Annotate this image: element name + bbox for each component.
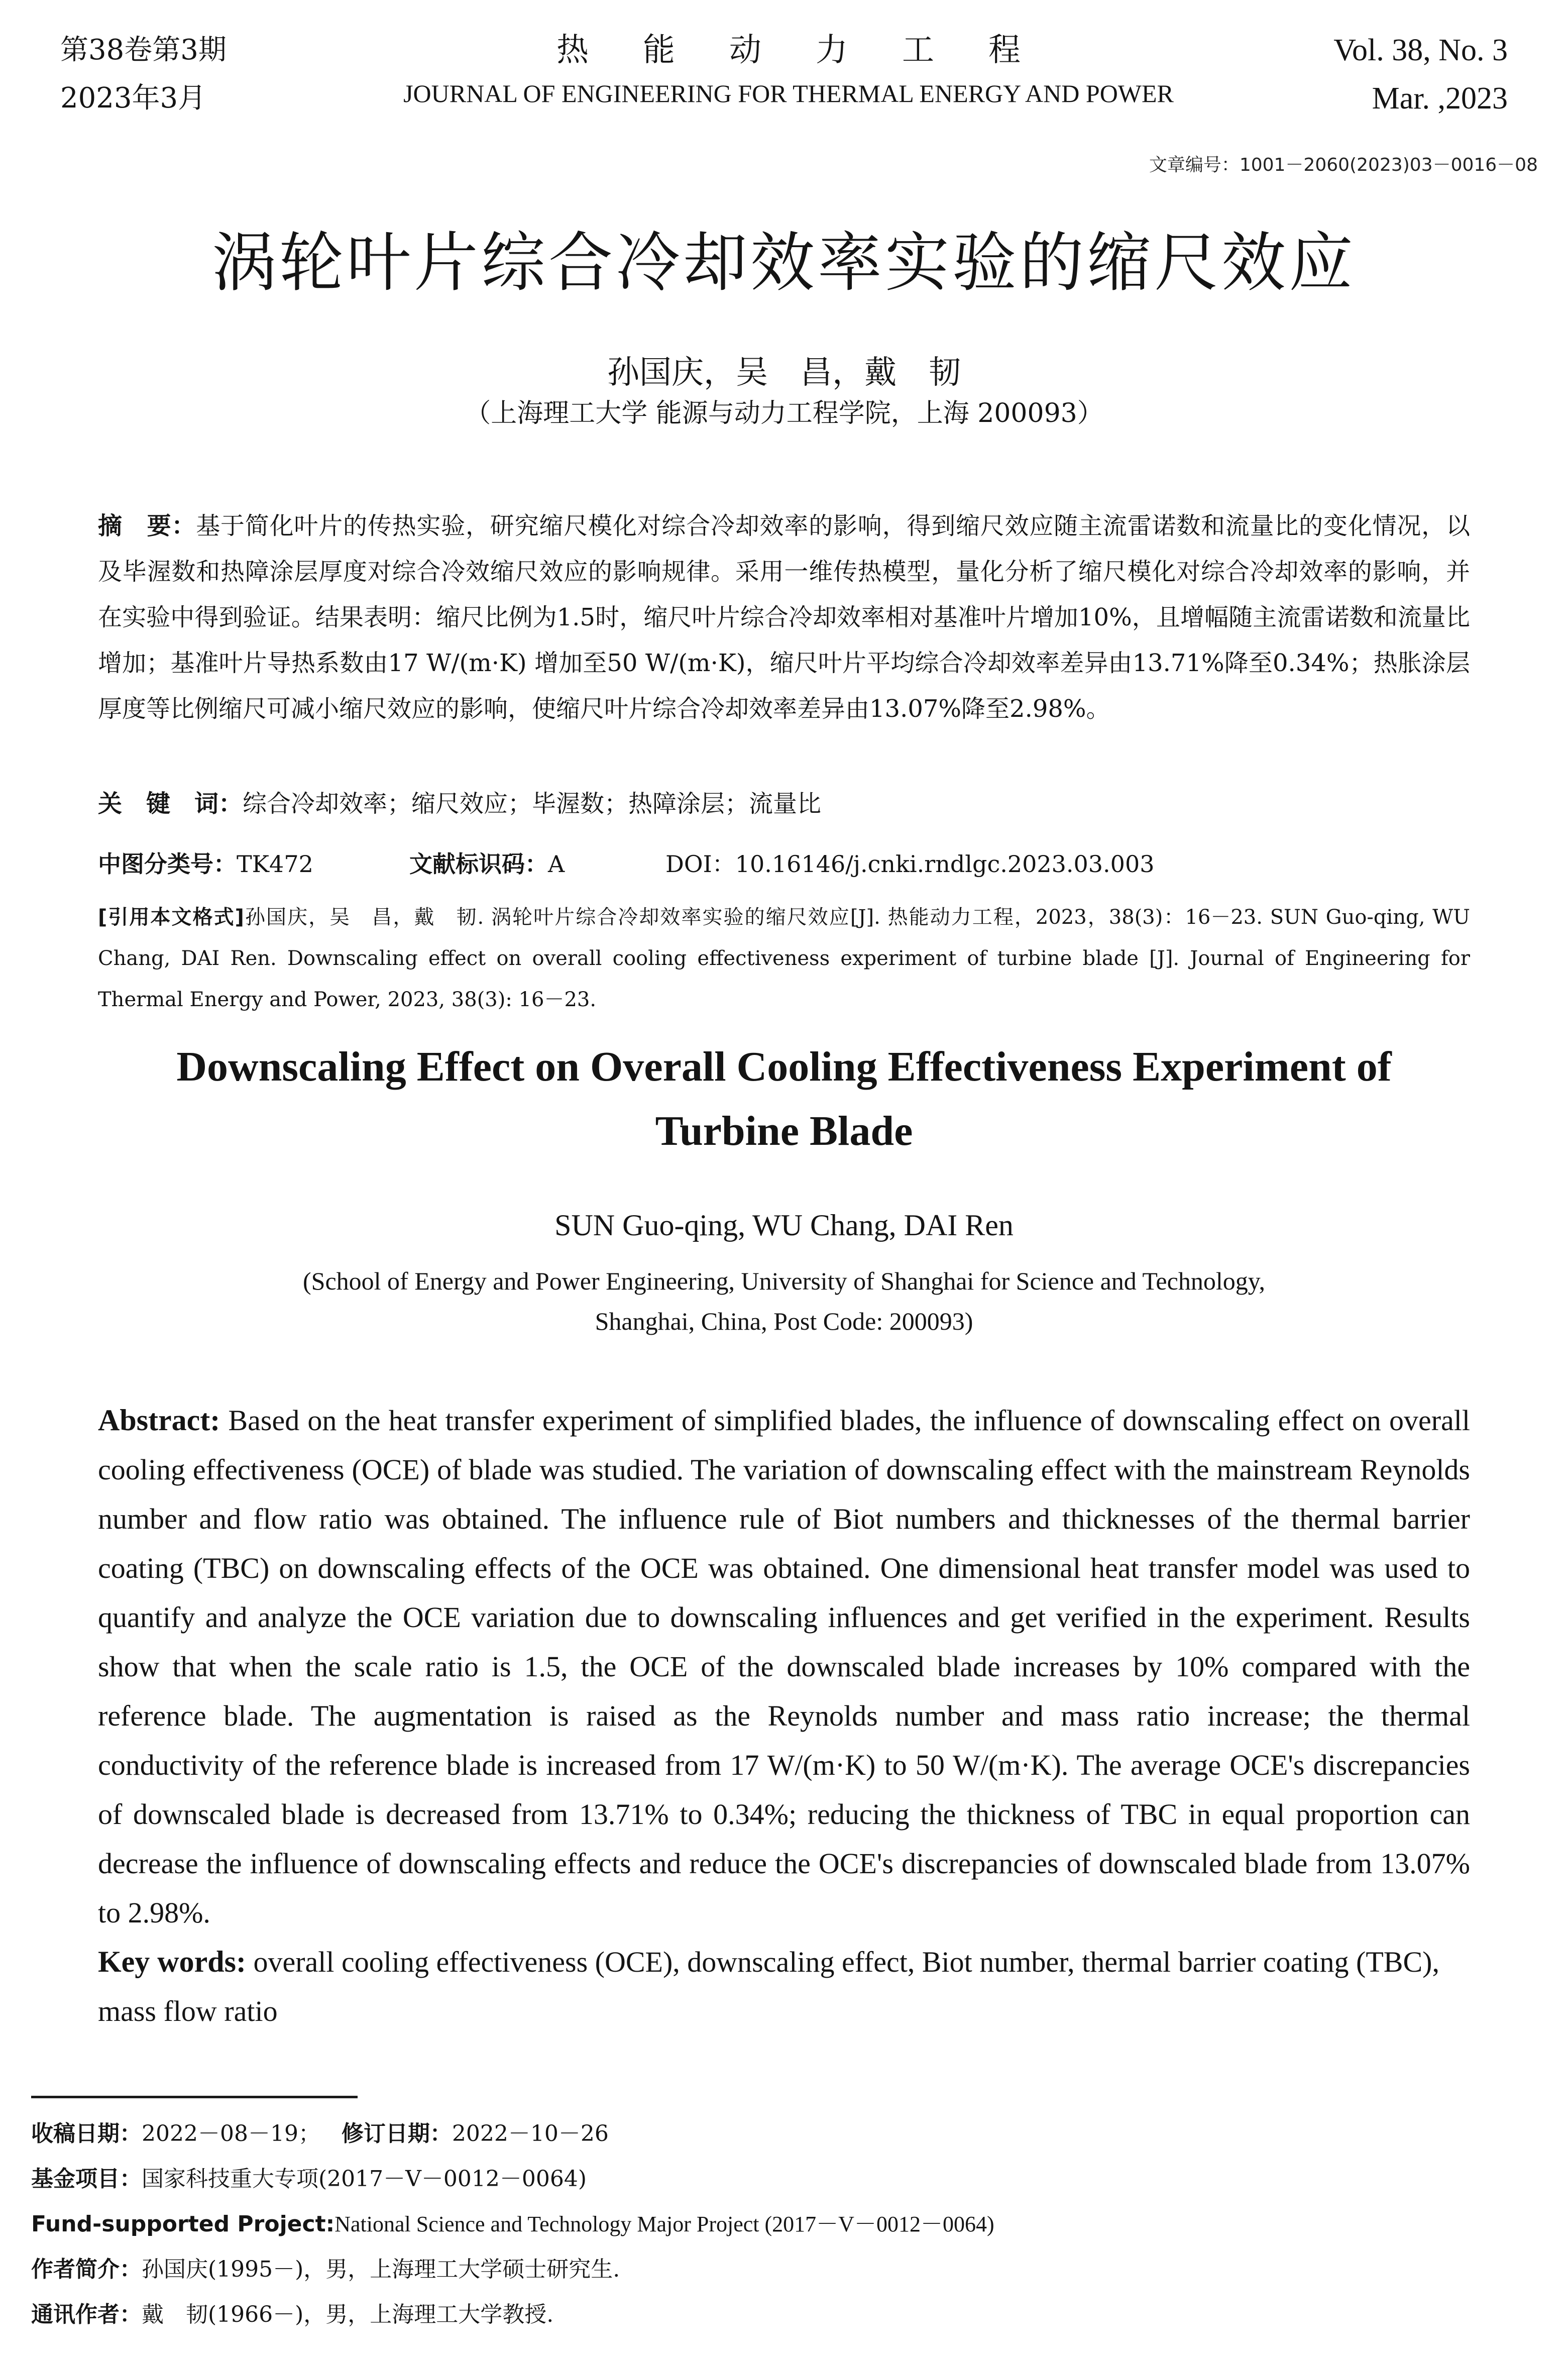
journal-name: [382, 26, 1195, 109]
citation-label: [引用本文格式]: [98, 906, 244, 929]
affiliation-cn: （上海理工大学 能源与动力工程学院，上海 200093）: [465, 398, 1103, 428]
authors-en: SUN Guo-qing, WU Chang, DAI Ren: [554, 1209, 1014, 1242]
date-en-line: Mar. ,2023: [1372, 81, 1508, 116]
date-line: 2023年3月: [60, 82, 206, 115]
keywords-en-label: Key words:: [98, 1945, 246, 1978]
keywords-cn: [98, 784, 821, 824]
abstract-cn: [98, 503, 1470, 732]
keywords-cn-label: 关 键 词：: [98, 790, 243, 818]
author-bio-label: 作者简介：: [31, 2257, 142, 2282]
title-cn: 涡轮叶片综合冷却效率实验的缩尺效应: [211, 226, 1356, 300]
revised-date: 2022－10－26: [452, 2121, 609, 2147]
volume-issue-line: 第38卷第3期: [60, 34, 227, 66]
title-en-line2: Turbine Blade: [655, 1108, 913, 1154]
affiliation-en-line2: Shanghai, China, Post Code: 200093): [595, 1307, 973, 1335]
journal-name-en: JOURNAL OF ENGINEERING FOR THERMAL ENERGY AND POWER: [403, 79, 1174, 108]
doc-code-value: A: [548, 850, 565, 878]
footnote-dates: [31, 2119, 1488, 2149]
volume-issue-cn: [60, 26, 321, 123]
fund-en-label: Fund-supported Project:: [31, 2211, 335, 2237]
abstract-cn-text: 基于简化叶片的传热实验，研究缩尺模化对综合冷却效率的影响，得到缩尺效应随主流雷诺数和流量比的变化情况，以及毕渥数和热障涂层厚度对综合冷效缩尺效应的影响规律。采用一维传热模型，量化分析了缩尺模化对综合冷却效率的影响，并在实验中得到验证。结果表明：缩尺比例为1.5时，缩尺叶片综合冷却效率相对基准叶片增加10%，且增幅随主流雷诺数和流量比增加；基准叶片导热系数由17 W/(m·K) 增加至50 W/(m·K)，缩尺叶片平均综合冷却效率差异由13.71%降至0.34%；热胀涂层厚度等比例缩尺可减小缩尺效应的影响，使缩尺叶片综合冷却效率差异由13.07%降至2.98%。: [98, 512, 1470, 723]
fund-en-value: National Science and Technology Major Project (2017－V－0012－0064): [334, 2212, 994, 2236]
abstract-en: [98, 1396, 1470, 1938]
received-date: 2022－08－19；: [142, 2121, 320, 2147]
keywords-en-text: overall cooling effectiveness (OCE), downscaling effect, Biot number, thermal barrier coating (TBC), mass flow ratio: [98, 1946, 1439, 2027]
doc-code-label: 文献标识码：: [409, 850, 548, 878]
abstract-en-text: Based on the heat transfer experiment of simplified blades, the influence of downscaling effect on overall cooling effectiveness (OCE) of blade was studied. The variation of downscaling effect with the mainstream Reynolds number and flow ratio was obtained. The influence rule of Biot numbers and thicknesses of the thermal barrier coating (TBC) on downscaling effects of the OCE was obtained. One dimensional heat transfer model was used to quantify and analyze the OCE variation due to downscaling influences and get verified in the experiment. Results show that when the scale ratio is 1.5, the OCE of the downscaled blade increases by 10% compared with the reference blade. The augmentation is raised as the Reynolds number and mass ratio increase; the thermal conductivity of the reference blade is increased from 17 W/(m·K) to 50 W/(m·K). The average OCE's discrepancies of downscaled blade is decreased from 13.71% to 0.34%; reducing the thickness of TBC in equal proportion can decrease the influence of downscaling effects and reduce the OCE's discrepancies of downscaled blade from 13.07% to 2.98%.: [98, 1404, 1471, 1929]
clc-code: [98, 844, 313, 884]
affiliation-en-line1: (School of Energy and Power Engineering, University of Shanghai for Science and Technology,: [303, 1267, 1265, 1295]
journal-name-cn: 热能动力工程: [556, 32, 1075, 69]
corresponding-label: 通讯作者：: [31, 2302, 142, 2327]
volume-issue-en-line: Vol. 38, No. 3: [1333, 33, 1508, 67]
fund-value: 国家科技重大专项(2017－V－0012－0064): [142, 2166, 587, 2192]
document-code: [409, 844, 565, 884]
footnote-divider: [31, 2096, 358, 2098]
keywords-en: [98, 1937, 1470, 2036]
keywords-cn-text: 综合冷却效率；缩尺效应；毕渥数；热障涂层；流量比: [243, 790, 822, 818]
citation-text: 孙国庆，吴 昌，戴 韧. 涡轮叶片综合冷却效率实验的缩尺效应[J]. 热能动力工程，2023，38(3)：16－23. SUN Guo-qing, WU Chang, DAI Ren. Downscaling effect on overall cooling effectiveness experiment of turbine blade [J]. Journal of Engineering for Thermal Energy and Power, 2023, 38(3): 16－23.: [98, 906, 1470, 1011]
footnote-fund-en: [31, 2209, 1488, 2239]
revised-label: 修订日期：: [341, 2121, 452, 2147]
volume-issue-en: [1206, 26, 1508, 123]
citation-format: [98, 897, 1470, 1020]
doi: DOI：10.16146/j.cnki.rndlgc.2023.03.003: [665, 850, 1155, 878]
clc-label: 中图分类号：: [98, 850, 237, 878]
corresponding-value: 戴 韧(1966－)，男，上海理工大学教授.: [142, 2302, 554, 2327]
abstract-en-label: Abstract:: [98, 1404, 220, 1437]
abstract-cn-label: 摘 要：: [98, 512, 196, 540]
authors-cn: 孙国庆，吴 昌，戴 韧: [607, 354, 961, 391]
footnote-fund: [31, 2164, 1488, 2194]
footnote-corresponding: [31, 2300, 1488, 2330]
received-label: 收稿日期：: [31, 2121, 142, 2147]
fund-label: 基金项目：: [31, 2166, 142, 2192]
clc-value: TK472: [237, 850, 313, 878]
author-bio-value: 孙国庆(1995－)，男，上海理工大学硕士研究生.: [142, 2257, 620, 2282]
affiliation-en: [0, 1261, 1568, 1341]
footnote-author: [31, 2255, 1488, 2285]
article-number: 文章编号：1001－2060(2023)03－0016－08: [1149, 155, 1538, 175]
title-en: [0, 1035, 1568, 1163]
title-en-line1: Downscaling Effect on Overall Cooling Effectiveness Experiment of: [176, 1043, 1392, 1090]
